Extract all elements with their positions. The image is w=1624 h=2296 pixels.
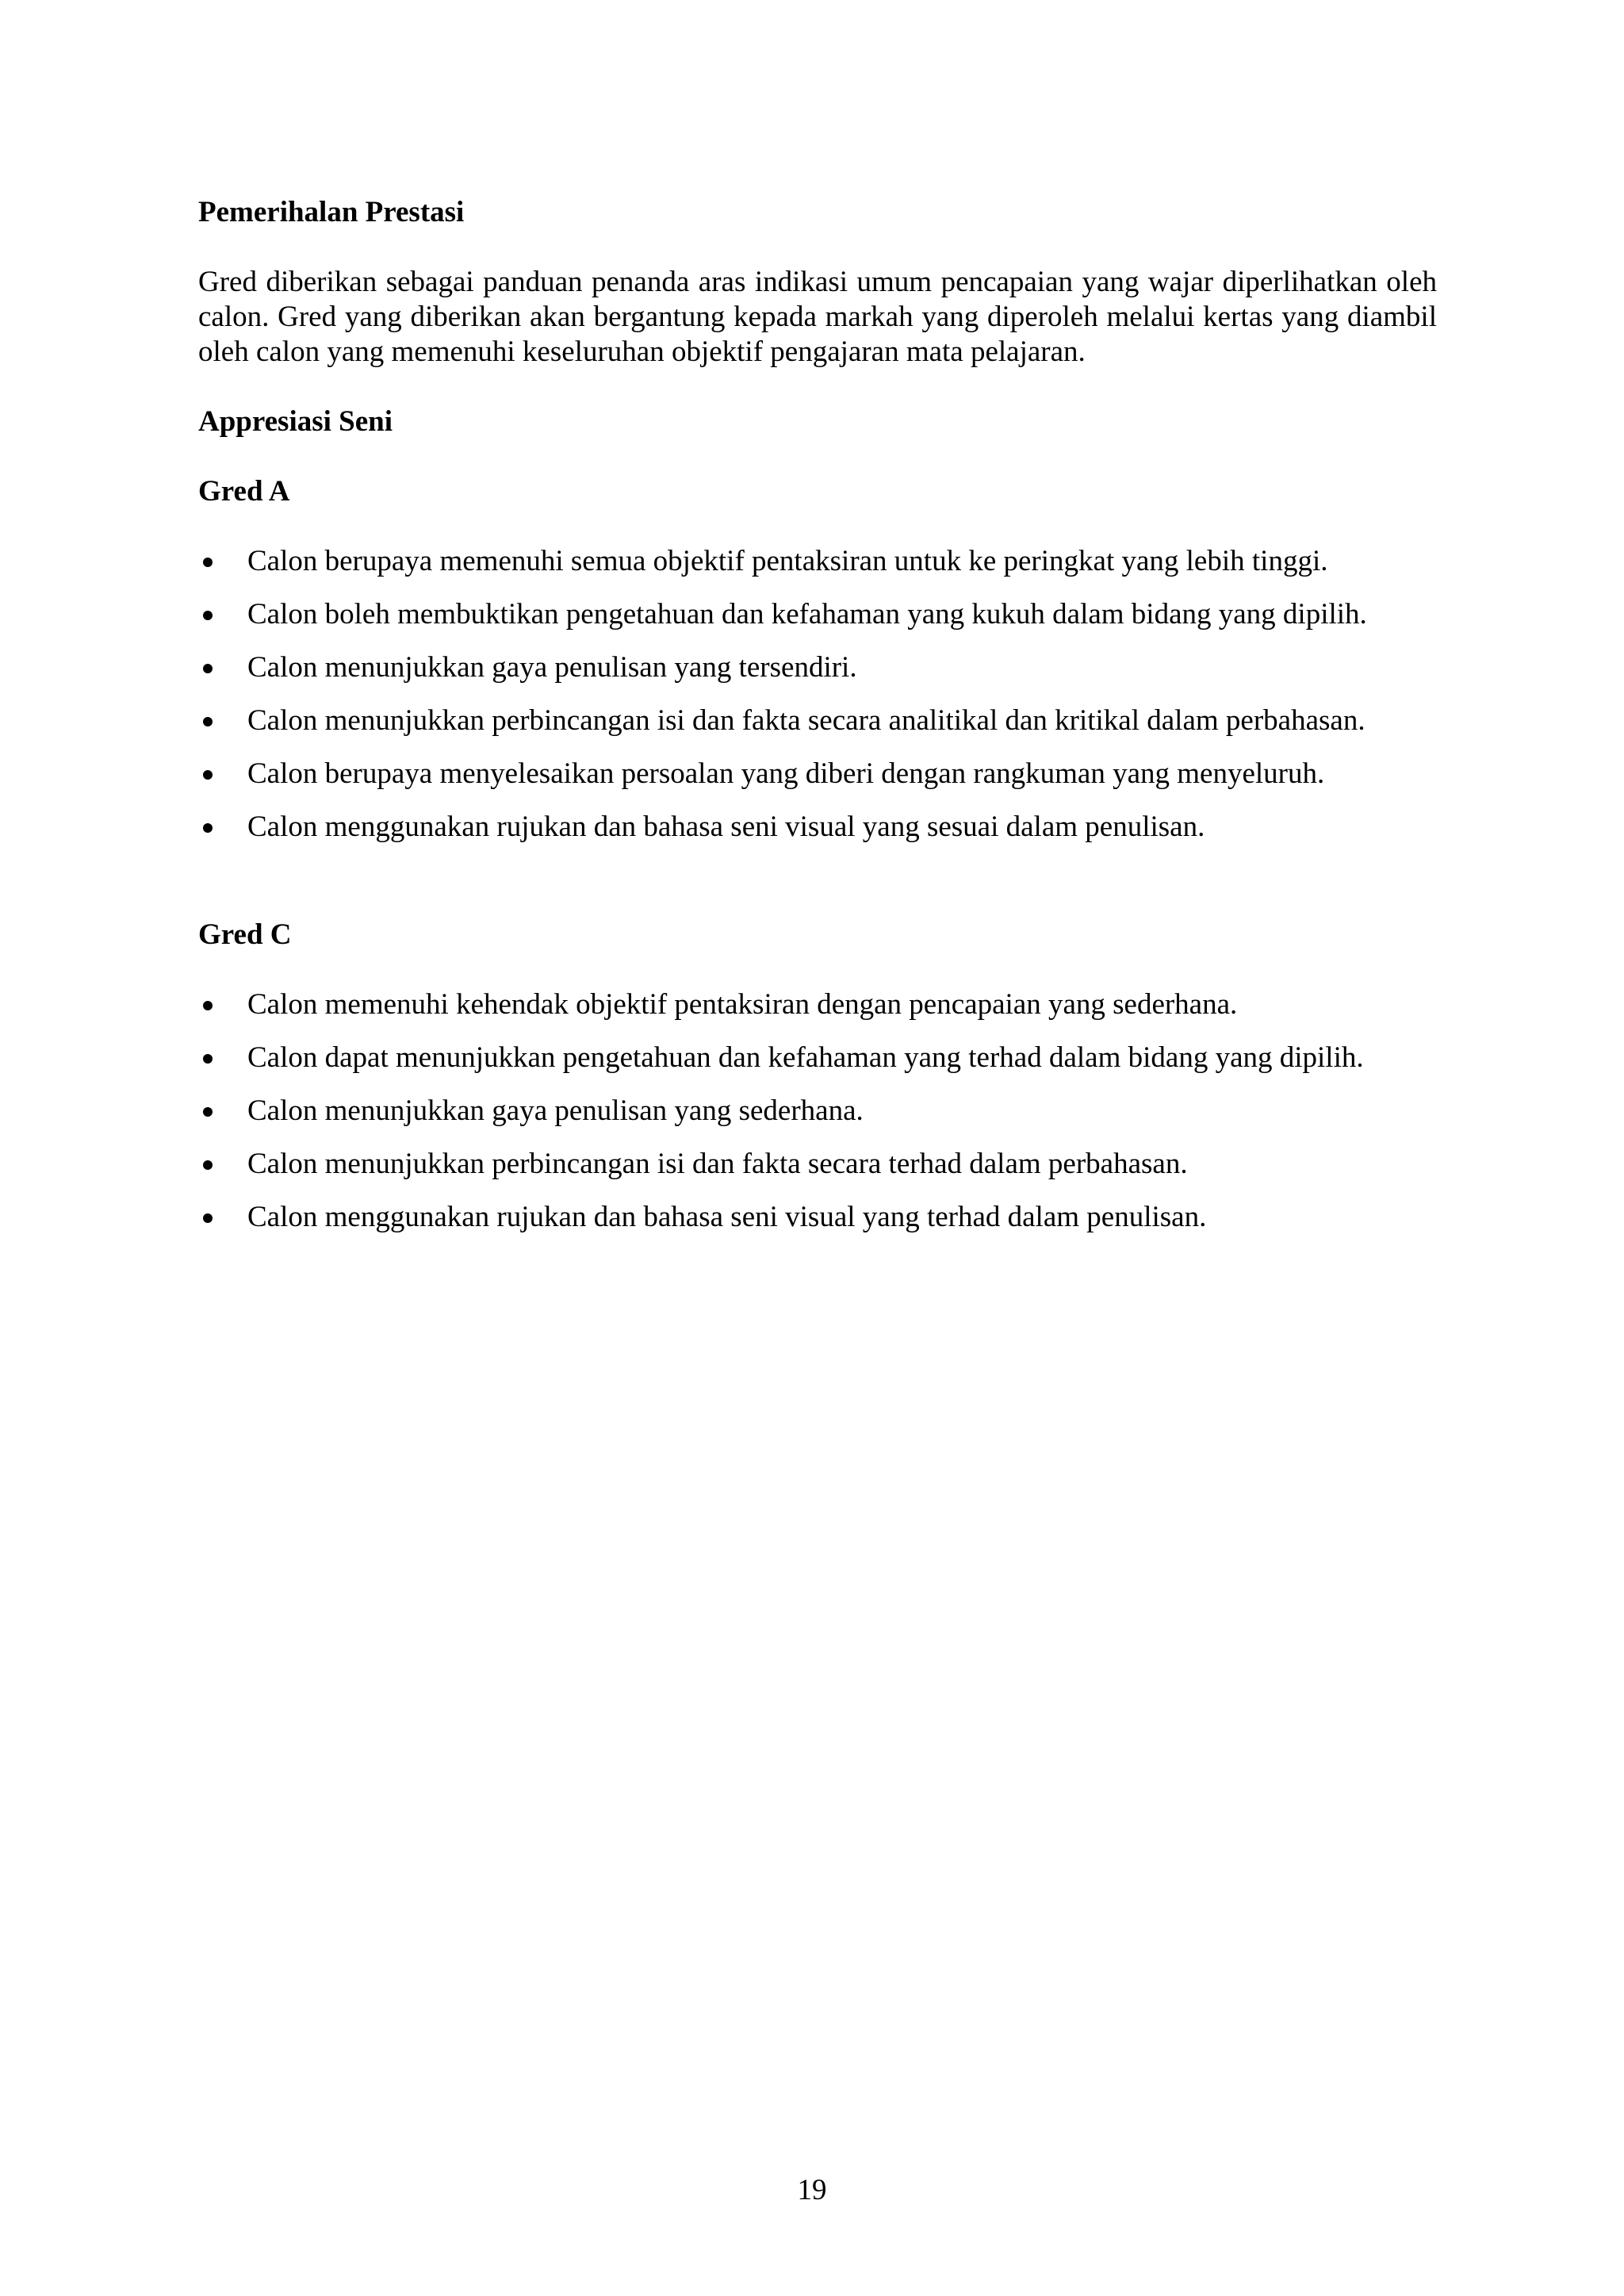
spacer (198, 953, 1437, 987)
bullet-icon (203, 611, 213, 620)
list-item (198, 1200, 1437, 1235)
list-item (198, 597, 1437, 632)
page-number: 19 (797, 2174, 827, 2206)
list-item (198, 703, 1437, 738)
bullet-icon (203, 717, 213, 726)
list-item (198, 987, 1437, 1022)
bullet-icon (203, 823, 213, 833)
subject-title: Appresiasi Seni (198, 405, 393, 438)
spacer (198, 439, 1437, 474)
bullet-icon (203, 1001, 213, 1010)
bullet-icon (203, 1054, 213, 1064)
list-item (198, 1094, 1437, 1129)
intro-paragraph: Gred diberikan sebagai panduan penanda aras indikasi umum pencapaian yang wajar diperlihatkan oleh calon. Gred yang diberikan akan bergantung kepada markah yang diperoleh melalui kertas yang diambil oleh calon yang memenuhi keseluruhan objektif pengajaran mata pelajaran. (198, 266, 1437, 368)
grade-a-title: Gred A (198, 475, 290, 508)
bullet-icon (203, 770, 213, 780)
list-item-text: Calon berupaya memenuhi semua objektif pentaksiran untuk ke peringkat yang lebih tinggi. (247, 545, 1328, 577)
bullet-icon (203, 1160, 213, 1170)
list-item (198, 757, 1437, 792)
grade-c-title: Gred C (198, 918, 292, 951)
spacer (198, 370, 1437, 404)
section-title: Pemerihalan Prestasi (198, 196, 465, 228)
list-item-text: Calon menunjukkan perbincangan isi dan fakta secara terhad dalam perbahasan. (247, 1148, 1188, 1180)
list-item (198, 1041, 1437, 1075)
list-item-text: Calon menunjukkan gaya penulisan yang sederhana. (247, 1094, 864, 1127)
spacer (198, 230, 1437, 265)
list-item-text: Calon menggunakan rujukan dan bahasa seni visual yang terhad dalam penulisan. (247, 1201, 1207, 1233)
list-item (198, 650, 1437, 685)
list-item-text: Calon menggunakan rujukan dan bahasa seni visual yang sesuai dalam penulisan. (247, 811, 1205, 843)
list-item (198, 1147, 1437, 1182)
list-item (198, 544, 1437, 579)
list-item-text: Calon berupaya menyelesaikan persoalan yang diberi dengan rangkuman yang menyeluruh. (247, 757, 1325, 790)
grade-a-list (198, 544, 1437, 845)
grade-c-list (198, 987, 1437, 1235)
bullet-icon (203, 1107, 213, 1117)
list-item (198, 810, 1437, 845)
page-content (198, 195, 1437, 1235)
spacer (198, 509, 1437, 544)
bullet-icon (203, 558, 213, 567)
list-item-text: Calon dapat menunjukkan pengetahuan dan kefahaman yang terhad dalam bidang yang dipilih. (247, 1041, 1364, 1074)
bullet-icon (203, 1213, 213, 1223)
spacer (198, 845, 1437, 918)
list-item-text: Calon memenuhi kehendak objektif pentaksiran dengan pencapaian yang sederhana. (247, 988, 1238, 1021)
list-item-text: Calon menunjukkan gaya penulisan yang tersendiri. (247, 651, 857, 684)
list-item-text: Calon boleh membuktikan pengetahuan dan kefahaman yang kukuh dalam bidang yang dipilih. (247, 598, 1367, 631)
bullet-icon (203, 664, 213, 673)
list-item-text: Calon menunjukkan perbincangan isi dan fakta secara analitikal dan kritikal dalam perbahasan. (247, 704, 1365, 737)
